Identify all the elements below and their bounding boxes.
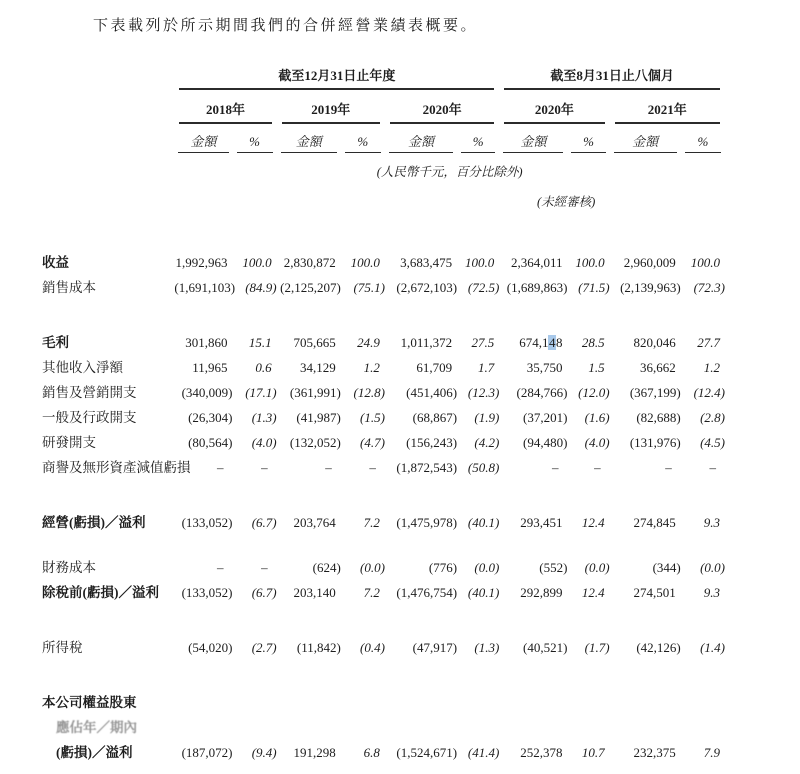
table-cell: 27.7 bbox=[697, 335, 720, 350]
table-cell: 24.9 bbox=[357, 335, 380, 350]
table-cell: 0.6 bbox=[255, 360, 272, 375]
table-cell: (1,691,103) bbox=[174, 280, 236, 295]
header-body-gap bbox=[42, 210, 725, 246]
table-cell: 203,140 bbox=[293, 585, 336, 600]
unaudited-note-row bbox=[42, 180, 725, 210]
year-2021-8m: 2021年 bbox=[615, 90, 720, 124]
table-cell bbox=[385, 686, 457, 711]
table-cell: (451,406) bbox=[406, 385, 458, 400]
row-label: 毛利 bbox=[42, 335, 69, 350]
table-cell: 36,662 bbox=[640, 360, 676, 375]
table-cell: (6.7) bbox=[251, 585, 277, 600]
table-row-cost-of-sales bbox=[42, 271, 725, 296]
table-cell bbox=[233, 686, 277, 711]
table-cell: (1.6) bbox=[584, 410, 610, 425]
spacer-row bbox=[42, 476, 725, 506]
spacer-row bbox=[42, 601, 725, 631]
table-cell: (1,689,863) bbox=[506, 280, 568, 295]
table-cell: – bbox=[551, 460, 559, 475]
table-cell: (80,564) bbox=[188, 435, 233, 450]
table-cell: 6.8 bbox=[363, 745, 380, 760]
row-label: 商譽及無形資產減值虧損 bbox=[42, 460, 191, 475]
subheader-amount: 金額 bbox=[503, 124, 563, 153]
period-group-eight-months: 截至8月31日止八個月 bbox=[504, 65, 720, 90]
subheader-percent: % bbox=[461, 127, 495, 153]
table-cell: (2.7) bbox=[251, 640, 277, 655]
table-cell: 1,011,372 bbox=[400, 335, 453, 350]
row-label: 應佔年／期內 bbox=[56, 720, 137, 735]
table-cell: 12.4 bbox=[581, 585, 605, 600]
table-cell: – bbox=[261, 560, 268, 575]
table-cell: (40,521) bbox=[523, 640, 568, 655]
subheader-amount: 金額 bbox=[614, 124, 677, 153]
table-cell bbox=[499, 711, 567, 736]
table-cell bbox=[567, 686, 609, 711]
table-cell: 28.5 bbox=[581, 335, 605, 350]
spacer-cell bbox=[42, 476, 725, 506]
table-cell: 3,683,475 bbox=[400, 255, 453, 270]
table-cell bbox=[341, 686, 385, 711]
table-cell bbox=[681, 711, 725, 736]
header-group-row bbox=[42, 65, 725, 90]
table-row-attributable-line1 bbox=[42, 686, 725, 711]
table-cell: (1.3) bbox=[251, 410, 277, 425]
table-cell: (94,480) bbox=[523, 435, 568, 450]
row-label: 其他收入淨額 bbox=[42, 360, 123, 375]
table-cell bbox=[233, 711, 277, 736]
row-label: 財務成本 bbox=[42, 560, 96, 575]
table-row-income-tax bbox=[42, 631, 725, 656]
table-cell: 1.7 bbox=[478, 360, 495, 375]
table-cell: (75.1) bbox=[353, 280, 385, 295]
table-cell: 100.0 bbox=[690, 255, 720, 270]
table-row-rd-expenses bbox=[42, 426, 725, 451]
table-cell: 15.1 bbox=[248, 335, 272, 350]
table-cell: (0.4) bbox=[359, 640, 385, 655]
table-cell: (187,072) bbox=[181, 745, 233, 760]
table-cell: 1.2 bbox=[703, 360, 720, 375]
table-row-impairment-goodwill-intangibles bbox=[42, 451, 725, 476]
table-cell: (71.5) bbox=[578, 280, 610, 295]
row-label: 收益 bbox=[42, 255, 69, 270]
table-cell bbox=[174, 711, 232, 736]
table-cell: 100.0 bbox=[575, 255, 605, 270]
table-cell: 1.2 bbox=[363, 360, 380, 375]
table-cell: 292,899 bbox=[520, 585, 563, 600]
table-row-profit-loss-before-tax bbox=[42, 576, 725, 601]
table-cell: (41,987) bbox=[296, 410, 341, 425]
table-row-other-net-income bbox=[42, 351, 725, 376]
table-cell: (1.7) bbox=[584, 640, 610, 655]
subheader-percent: % bbox=[571, 127, 605, 153]
table-row-attributable-line3 bbox=[42, 736, 725, 761]
table-row-finance-costs bbox=[42, 551, 725, 576]
row-label: 一般及行政開支 bbox=[42, 410, 137, 425]
table-cell: 1.5 bbox=[588, 360, 605, 375]
table-cell: (40.1) bbox=[467, 515, 500, 530]
row-label: 銷售及營銷開支 bbox=[42, 385, 137, 400]
subheader-percent: % bbox=[345, 127, 381, 153]
table-cell: (1.5) bbox=[359, 410, 385, 425]
table-cell bbox=[174, 686, 232, 711]
spacer-row bbox=[42, 656, 725, 686]
table-cell: (1,476,754) bbox=[396, 585, 458, 600]
table-cell: (2.8) bbox=[700, 410, 725, 425]
table-cell: (624) bbox=[312, 560, 341, 575]
header-label-spacer bbox=[42, 65, 174, 90]
table-cell: (367,199) bbox=[629, 385, 681, 400]
table-row-general-admin-expenses bbox=[42, 401, 725, 426]
table-cell: 100.0 bbox=[350, 255, 380, 270]
table-cell: 274,845 bbox=[633, 515, 676, 530]
table-cell: (4.0) bbox=[251, 435, 277, 450]
table-cell: 820,046 bbox=[633, 335, 676, 350]
year-2019: 2019年 bbox=[282, 90, 380, 124]
table-cell: (37,201) bbox=[523, 410, 568, 425]
table-cell: (0.0) bbox=[359, 560, 385, 575]
table-cell: (1,524,671) bbox=[396, 745, 458, 760]
table-cell: 232,375 bbox=[633, 745, 676, 760]
year-2020: 2020年 bbox=[390, 90, 494, 124]
table-cell: – bbox=[217, 460, 224, 475]
table-cell: (42,126) bbox=[636, 640, 681, 655]
table-cell bbox=[610, 686, 681, 711]
table-cell: (41.4) bbox=[467, 745, 500, 760]
table-body bbox=[42, 246, 725, 761]
table-cell: (552) bbox=[539, 560, 568, 575]
subheader-amount: 金額 bbox=[281, 124, 337, 153]
unaudited-note: (未經審核) bbox=[536, 195, 596, 209]
operations-summary-table bbox=[42, 65, 725, 761]
table-cell: (72.3) bbox=[693, 280, 725, 295]
table-cell: (344) bbox=[652, 560, 681, 575]
table-cell: – bbox=[665, 460, 672, 475]
table-cell: (4.2) bbox=[474, 435, 500, 450]
table-cell: 293,451 bbox=[520, 515, 563, 530]
table-cell bbox=[681, 686, 725, 711]
row-label: 經營(虧損)／溢利 bbox=[42, 515, 146, 530]
header-sub-row bbox=[42, 124, 725, 153]
table-cell: (156,243) bbox=[406, 435, 458, 450]
table-cell: (9.4) bbox=[251, 745, 277, 760]
table-cell: (12.0) bbox=[578, 385, 610, 400]
table-cell: 1,992,963 bbox=[175, 255, 228, 270]
table-cell: (12.8) bbox=[353, 385, 385, 400]
table-row-selling-marketing-expenses bbox=[42, 376, 725, 401]
table-cell: (2,139,963) bbox=[620, 280, 681, 295]
table-cell: (47,917) bbox=[412, 640, 458, 655]
table-cell: (133,052) bbox=[181, 515, 233, 530]
subheader-percent: % bbox=[237, 127, 273, 153]
header-year-row bbox=[42, 90, 725, 124]
row-label: (虧損)／溢利 bbox=[56, 745, 133, 760]
table-cell bbox=[277, 711, 341, 736]
table-cell: 9.3 bbox=[703, 585, 720, 600]
table-cell: (12.3) bbox=[467, 385, 500, 400]
table-cell: 35,750 bbox=[526, 360, 563, 375]
table-cell: 11,965 bbox=[192, 360, 228, 375]
spacer-cell bbox=[42, 656, 725, 686]
table-cell: (133,052) bbox=[181, 585, 233, 600]
table-cell: (54,020) bbox=[188, 640, 233, 655]
table-cell: (1.3) bbox=[474, 640, 500, 655]
year-2020-8m: 2020年 bbox=[504, 90, 604, 124]
table-cell: 9.3 bbox=[703, 515, 720, 530]
table-cell: – bbox=[594, 460, 601, 475]
table-cell: 301,860 bbox=[185, 335, 228, 350]
table-cell bbox=[457, 711, 499, 736]
table-cell: 2,960,009 bbox=[623, 255, 676, 270]
table-cell: (84.9) bbox=[245, 280, 277, 295]
year-2018: 2018年 bbox=[179, 90, 271, 124]
table-cell: (82,688) bbox=[636, 410, 681, 425]
table-cell: (50.8) bbox=[467, 460, 500, 475]
table-cell: 34,129 bbox=[300, 360, 336, 375]
table-cell bbox=[499, 686, 567, 711]
row-label: 所得稅 bbox=[42, 640, 83, 655]
table-cell: – bbox=[709, 460, 716, 475]
table-row-gross-profit bbox=[42, 326, 725, 351]
table-cell: (17.1) bbox=[245, 385, 277, 400]
table-cell: 10.7 bbox=[581, 745, 605, 760]
table-cell: (284,766) bbox=[516, 385, 568, 400]
table-cell: 27.5 bbox=[471, 335, 495, 350]
table-cell: – bbox=[325, 460, 332, 475]
table-cell: (6.7) bbox=[251, 515, 277, 530]
table-cell: (26,304) bbox=[188, 410, 233, 425]
table-cell: (2,125,207) bbox=[280, 280, 341, 295]
table-cell: (68,867) bbox=[412, 410, 458, 425]
table-cell: (4.5) bbox=[700, 435, 725, 450]
table-cell: 100.0 bbox=[242, 255, 272, 270]
table-row-attributable-line2 bbox=[42, 711, 725, 736]
spacer-cell bbox=[42, 601, 725, 631]
table-cell: (2,672,103) bbox=[396, 280, 458, 295]
table-cell: (1.4) bbox=[700, 640, 725, 655]
table-cell bbox=[610, 711, 681, 736]
table-cell: 252,378 bbox=[520, 745, 563, 760]
table-cell: (1,475,978) bbox=[396, 515, 458, 530]
table-cell: 674,148 bbox=[519, 335, 563, 350]
table-cell: 191,298 bbox=[293, 745, 336, 760]
spacer-cell bbox=[42, 531, 725, 551]
table-cell: (0.0) bbox=[474, 560, 500, 575]
currency-unit-note: (人民幣千元，百分比除外) bbox=[376, 165, 523, 179]
table-cell bbox=[277, 686, 341, 711]
table-cell: 61,709 bbox=[416, 360, 453, 375]
table-cell: (40.1) bbox=[467, 585, 500, 600]
table-cell: 2,830,872 bbox=[283, 255, 336, 270]
table-cell: (4.7) bbox=[359, 435, 385, 450]
table-cell: (1,872,543) bbox=[396, 460, 458, 475]
table-cell: 100.0 bbox=[465, 255, 495, 270]
table-cell: (1.9) bbox=[474, 410, 500, 425]
row-label: 研發開支 bbox=[42, 435, 96, 450]
table-cell: (361,991) bbox=[289, 385, 341, 400]
spacer-row bbox=[42, 296, 725, 326]
table-cell: (4.0) bbox=[584, 435, 610, 450]
table-row-operating-profit-loss bbox=[42, 506, 725, 531]
table-cell: (0.0) bbox=[700, 560, 725, 575]
table-cell: 12.4 bbox=[581, 515, 605, 530]
row-label: 銷售成本 bbox=[42, 280, 96, 295]
table-cell: 274,501 bbox=[633, 585, 676, 600]
table-cell: – bbox=[261, 460, 268, 475]
table-cell: 705,665 bbox=[293, 335, 336, 350]
selection-highlight: 4 bbox=[548, 335, 556, 350]
table-cell: (776) bbox=[428, 560, 458, 575]
unit-note-row bbox=[42, 153, 725, 180]
spacer-cell bbox=[42, 296, 725, 326]
table-cell: – bbox=[369, 460, 376, 475]
table-cell bbox=[567, 711, 609, 736]
row-label: 除稅前(虧損)／溢利 bbox=[42, 585, 159, 600]
table-cell: (0.0) bbox=[584, 560, 610, 575]
row-label: 本公司權益股東 bbox=[42, 695, 137, 710]
subheader-percent: % bbox=[685, 127, 721, 153]
intro-paragraph: 下表載列於所示期間我們的合併經營業績表概要。 bbox=[93, 18, 479, 34]
table-cell: 2,364,011 bbox=[510, 255, 563, 270]
table-cell: 7.2 bbox=[363, 585, 380, 600]
table-cell: (131,976) bbox=[629, 435, 681, 450]
table-cell bbox=[457, 686, 499, 711]
spacer-row bbox=[42, 531, 725, 551]
table-cell: 203,764 bbox=[293, 515, 336, 530]
table-cell: (132,052) bbox=[289, 435, 341, 450]
table-row-revenue bbox=[42, 246, 725, 271]
subheader-amount: 金額 bbox=[178, 124, 228, 153]
table-cell bbox=[385, 711, 457, 736]
table-cell: (11,842) bbox=[296, 640, 341, 655]
table-cell: – bbox=[217, 560, 224, 575]
table-cell: (72.5) bbox=[467, 280, 500, 295]
table-cell: 7.9 bbox=[703, 745, 720, 760]
table-cell bbox=[341, 711, 385, 736]
subheader-amount: 金額 bbox=[389, 124, 453, 153]
table-cell: 7.2 bbox=[363, 515, 380, 530]
table-cell: (340,009) bbox=[181, 385, 233, 400]
period-group-annual: 截至12月31日止年度 bbox=[179, 65, 494, 90]
table-cell: (12.4) bbox=[693, 385, 725, 400]
